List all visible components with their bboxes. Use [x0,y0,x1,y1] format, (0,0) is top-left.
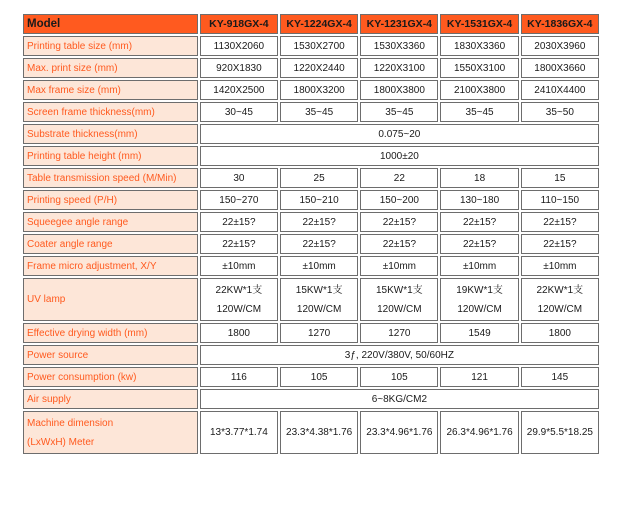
row-label: Frame micro adjustment, X/Y [23,256,198,276]
value-cell: 35~45 [440,102,518,122]
value-line: 120W/CM [216,303,262,315]
value-cell [200,278,278,321]
value-cell: 105 [280,367,358,387]
value-cell: 1420X2500 [200,80,278,100]
row-label [23,411,198,454]
value-cell: 22±15? [280,234,358,254]
row-air-supply [23,389,599,409]
value-cell: 1270 [360,323,438,343]
value-cell: 22±15? [521,234,599,254]
value-cell: 22±15? [521,212,599,232]
row-power-consumption [23,367,599,387]
model-header-4: KY-1531GX-4 [440,14,518,34]
value-line: 15KW*1支 [376,284,423,296]
value-cell: 23.3*4.96*1.76 [360,411,438,454]
row-label: Coater angle range [23,234,198,254]
value-cell: 22±15? [440,234,518,254]
value-cell: ±10mm [360,256,438,276]
model-header-5: KY-1836GX-4 [521,14,599,34]
value-line: 15KW*1支 [295,284,343,296]
value-cell: 920X1830 [200,58,278,78]
model-header-cell: Model [23,14,198,34]
value-cell [360,278,438,321]
value-cell: 1800X3200 [280,80,358,100]
value-cell: ±10mm [280,256,358,276]
value-cell: 22±15? [360,212,438,232]
row-coater-angle-range [23,234,599,254]
row-max-frame-size [23,80,599,100]
value-cell: 1800X3800 [360,80,438,100]
row-printing-table-size [23,36,599,56]
row-label: Substrate thickness(mm) [23,124,198,144]
value-cell: 1220X3100 [360,58,438,78]
value-cell: 35~45 [280,102,358,122]
value-line: 120W/CM [377,303,422,315]
value-cell: 105 [360,367,438,387]
row-effective-drying-width [23,323,599,343]
row-machine-dimension [23,411,599,454]
value-cell: 22±15? [440,212,518,232]
value-cell: 2100X3800 [440,80,518,100]
value-cell: ±10mm [521,256,599,276]
value-line: 22KW*1支 [536,284,584,296]
value-cell: 1220X2440 [280,58,358,78]
model-header-1: KY-918GX-4 [200,14,278,34]
value-cell: 15 [521,168,599,188]
value-cell: 35~50 [521,102,599,122]
row-table-transmission-speed [23,168,599,188]
value-cell: 13*3.77*1.74 [200,411,278,454]
spanning-value-cell: 3ƒ, 220V/380V, 50/60HZ [200,345,599,365]
value-cell: 1800 [521,323,599,343]
value-cell: 1550X3100 [440,58,518,78]
value-cell: 30~45 [200,102,278,122]
row-power-source [23,345,599,365]
row-label: Power source [23,345,198,365]
value-cell: 35~45 [360,102,438,122]
value-cell: 110~150 [521,190,599,210]
model-header-2: KY-1224GX-4 [280,14,358,34]
value-cell: 29.9*5.5*18.25 [521,411,599,454]
row-printing-speed [23,190,599,210]
row-label: Max frame size (mm) [23,80,198,100]
row-label-line: (LxWxH) Meter [27,436,95,448]
spec-table [21,12,601,456]
value-cell [521,278,599,321]
value-cell: 2410X4400 [521,80,599,100]
row-label: Effective drying width (mm) [23,323,198,343]
value-cell: 22±15? [360,234,438,254]
value-cell: 121 [440,367,518,387]
row-label: Power consumption (kw) [23,367,198,387]
value-cell: 2030X3960 [521,36,599,56]
value-cell: ±10mm [440,256,518,276]
value-cell: 150~200 [360,190,438,210]
row-frame-micro-adjustment [23,256,599,276]
row-label: Max. print size (mm) [23,58,198,78]
value-cell: 22±15? [200,234,278,254]
row-label: Table transmission speed (M/Min) [23,168,198,188]
row-label: Printing speed (P/H) [23,190,198,210]
row-label-line: Machine dimension [27,417,114,429]
value-line: 120W/CM [457,303,502,315]
value-line: 19KW*1支 [456,284,503,296]
value-cell: 22±15? [200,212,278,232]
row-label: UV lamp [23,278,198,321]
value-cell: 1130X2060 [200,36,278,56]
value-cell: 1800 [200,323,278,343]
value-cell: 150~270 [200,190,278,210]
header-row [23,14,599,34]
model-header-3: KY-1231GX-4 [360,14,438,34]
value-cell: 1830X3360 [440,36,518,56]
spec-table-header [23,14,599,34]
row-label: Printing table size (mm) [23,36,198,56]
row-squeegee-angle-range [23,212,599,232]
spanning-value-cell: 1000±20 [200,146,599,166]
row-label: Squeegee angle range [23,212,198,232]
value-cell: 22 [360,168,438,188]
value-line: 120W/CM [296,303,342,315]
value-cell: 1530X2700 [280,36,358,56]
value-cell: 130~180 [440,190,518,210]
value-cell: 1800X3660 [521,58,599,78]
value-cell: 22±15? [280,212,358,232]
value-cell: 25 [280,168,358,188]
row-uv-lamp [23,278,599,321]
spanning-value-cell: 0.075~20 [200,124,599,144]
value-cell: 23.3*4.38*1.76 [280,411,358,454]
value-cell [280,278,358,321]
value-cell: 1530X3360 [360,36,438,56]
row-label: Air supply [23,389,198,409]
value-cell [440,278,518,321]
value-cell: 30 [200,168,278,188]
value-line: 120W/CM [537,303,583,315]
value-cell: 1549 [440,323,518,343]
value-cell: 116 [200,367,278,387]
value-line: 22KW*1支 [215,284,263,296]
row-screen-frame-thickness [23,102,599,122]
value-cell: 26.3*4.96*1.76 [440,411,518,454]
row-substrate-thickness [23,124,599,144]
value-cell: ±10mm [200,256,278,276]
value-cell: 1270 [280,323,358,343]
row-label: Printing table height (mm) [23,146,198,166]
value-cell: 145 [521,367,599,387]
spec-table-body [23,36,599,454]
spanning-value-cell: 6~8KG/CM2 [200,389,599,409]
value-cell: 18 [440,168,518,188]
row-max-print-size [23,58,599,78]
row-label: Screen frame thickness(mm) [23,102,198,122]
value-cell: 150~210 [280,190,358,210]
row-printing-table-height [23,146,599,166]
